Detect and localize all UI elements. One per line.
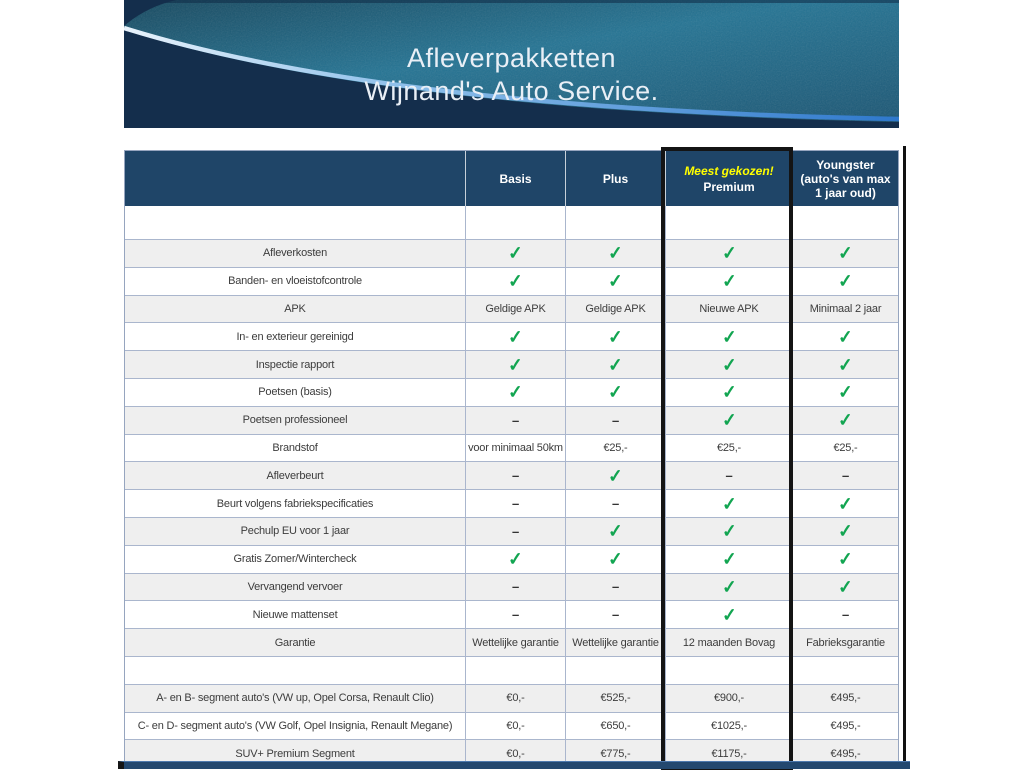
feature-label: In- en exterieur gereinigd bbox=[236, 330, 354, 343]
feature-label bbox=[125, 206, 465, 239]
table-row bbox=[125, 322, 898, 350]
check-icon: ✓ bbox=[837, 520, 854, 542]
cell-basis bbox=[465, 629, 565, 656]
cell-youngster bbox=[792, 323, 898, 350]
cell-youngster bbox=[792, 379, 898, 406]
cell-plus bbox=[565, 518, 665, 545]
cell-youngster bbox=[792, 351, 898, 378]
check-icon: ✓ bbox=[837, 548, 854, 570]
check-icon: ✓ bbox=[720, 576, 738, 598]
pricing-table bbox=[124, 150, 899, 768]
cell-basis bbox=[465, 323, 565, 350]
cell-text: €900,- bbox=[714, 692, 744, 705]
cell-text: €495,- bbox=[830, 692, 861, 705]
cell-premium bbox=[665, 296, 792, 323]
cell-premium bbox=[665, 462, 792, 489]
cell-text: €775,- bbox=[600, 747, 631, 760]
cell-text: Fabrieksgarantie bbox=[806, 636, 885, 649]
feature-label: Inspectie rapport bbox=[255, 358, 335, 371]
cell-basis bbox=[465, 518, 565, 545]
column-header-premium bbox=[665, 151, 792, 206]
dash-icon: – bbox=[511, 496, 520, 512]
table-row bbox=[125, 573, 898, 601]
cell-basis bbox=[465, 546, 565, 573]
cell-text: €1025,- bbox=[711, 719, 747, 732]
table-row bbox=[125, 267, 898, 295]
cell-text: Geldige APK bbox=[585, 302, 646, 315]
table-row bbox=[125, 517, 898, 545]
cell-premium bbox=[665, 546, 792, 573]
check-icon: ✓ bbox=[607, 381, 624, 403]
dash-icon: – bbox=[725, 468, 733, 484]
cell-text: €650,- bbox=[600, 719, 631, 732]
cell-plus bbox=[565, 435, 665, 462]
table-row bbox=[125, 545, 898, 573]
column-header-youngster: Youngster (auto's van max 1 jaar oud) bbox=[792, 151, 898, 206]
cell-text: €25,- bbox=[603, 441, 628, 454]
cell-plus bbox=[565, 546, 665, 573]
feature-label: Garantie bbox=[274, 636, 316, 649]
check-icon: ✓ bbox=[837, 242, 854, 264]
check-icon: ✓ bbox=[507, 242, 524, 264]
cell-premium bbox=[665, 518, 792, 545]
cell-plus bbox=[565, 601, 665, 628]
check-icon: ✓ bbox=[507, 548, 524, 570]
check-icon: ✓ bbox=[507, 381, 524, 403]
cell-text: Geldige APK bbox=[485, 302, 546, 315]
banner-title bbox=[124, 42, 899, 108]
cell-premium bbox=[665, 379, 792, 406]
cell-youngster bbox=[792, 407, 898, 434]
check-icon: ✓ bbox=[837, 270, 854, 292]
check-icon: ✓ bbox=[507, 326, 524, 348]
cell-basis bbox=[465, 601, 565, 628]
cell-plus bbox=[565, 206, 665, 239]
cell-youngster bbox=[792, 268, 898, 295]
cell-plus bbox=[565, 407, 665, 434]
feature-label: APK bbox=[284, 302, 306, 315]
cell-text: €0,- bbox=[506, 719, 525, 732]
dash-icon: – bbox=[511, 412, 520, 428]
cell-premium bbox=[665, 657, 792, 684]
cell-plus bbox=[565, 629, 665, 656]
table-row bbox=[125, 295, 898, 323]
feature-label: SUV+ Premium Segment bbox=[235, 747, 355, 760]
feature-label: Afleverkosten bbox=[262, 247, 328, 260]
cell-plus bbox=[565, 574, 665, 601]
cell-basis bbox=[465, 490, 565, 517]
cell-premium bbox=[665, 323, 792, 350]
check-icon: ✓ bbox=[607, 326, 624, 348]
cell-text: €1175,- bbox=[711, 747, 747, 760]
feature-label: Pechulp EU voor 1 jaar bbox=[240, 525, 350, 538]
cell-basis bbox=[465, 407, 565, 434]
dash-icon: – bbox=[611, 496, 620, 512]
table-row bbox=[125, 406, 898, 434]
dash-icon: – bbox=[611, 607, 620, 623]
cell-text: Wettelijke garantie bbox=[572, 636, 659, 649]
check-icon: ✓ bbox=[720, 409, 738, 431]
feature-label bbox=[125, 657, 465, 684]
cell-youngster bbox=[792, 518, 898, 545]
cell-basis bbox=[465, 435, 565, 462]
cell-premium bbox=[665, 240, 792, 267]
cell-plus bbox=[565, 379, 665, 406]
cell-basis bbox=[465, 574, 565, 601]
cell-premium bbox=[665, 407, 792, 434]
cell-basis bbox=[465, 206, 565, 239]
cell-youngster bbox=[792, 601, 898, 628]
check-icon: ✓ bbox=[837, 493, 854, 515]
feature-label: A- en B- segment auto's (VW up, Opel Corsa, Renault Clio) bbox=[156, 692, 434, 705]
cell-youngster bbox=[792, 490, 898, 517]
cell-premium bbox=[665, 268, 792, 295]
cell-plus bbox=[565, 490, 665, 517]
premium-label: Premium bbox=[703, 179, 755, 194]
feature-label: Vervangend vervoer bbox=[247, 580, 343, 593]
feature-label: Brandstof bbox=[272, 441, 318, 454]
cell-youngster bbox=[792, 713, 898, 740]
check-icon: ✓ bbox=[607, 465, 624, 487]
check-icon: ✓ bbox=[720, 548, 738, 570]
table-header-row bbox=[125, 151, 898, 206]
cell-basis bbox=[465, 268, 565, 295]
check-icon: ✓ bbox=[720, 604, 738, 626]
feature-label: Nieuwe mattenset bbox=[252, 608, 338, 621]
check-icon: ✓ bbox=[720, 493, 738, 515]
cell-premium bbox=[665, 206, 792, 239]
check-icon: ✓ bbox=[720, 242, 738, 264]
cell-premium bbox=[665, 629, 792, 656]
cell-text: €25,- bbox=[833, 441, 858, 454]
cell-plus bbox=[565, 713, 665, 740]
check-icon: ✓ bbox=[837, 576, 854, 598]
feature-label: Poetsen professioneel bbox=[242, 414, 348, 427]
cell-premium bbox=[665, 574, 792, 601]
cell-premium bbox=[665, 351, 792, 378]
feature-label: C- en D- segment auto's (VW Golf, Opel Insignia, Renault Megane) bbox=[137, 719, 453, 732]
cell-youngster bbox=[792, 296, 898, 323]
dash-icon: – bbox=[611, 412, 620, 428]
cell-plus bbox=[565, 323, 665, 350]
cell-plus bbox=[565, 351, 665, 378]
cell-youngster bbox=[792, 574, 898, 601]
cell-text: €0,- bbox=[506, 747, 525, 760]
table-row bbox=[125, 239, 898, 267]
cell-text: €25,- bbox=[716, 441, 742, 454]
cell-text: €0,- bbox=[506, 692, 525, 705]
cell-text: voor minimaal 50km bbox=[468, 441, 563, 454]
dash-icon: – bbox=[841, 468, 850, 484]
cell-youngster bbox=[792, 629, 898, 656]
check-icon: ✓ bbox=[720, 520, 738, 542]
table-row bbox=[125, 206, 898, 239]
dash-icon: – bbox=[511, 468, 520, 484]
check-icon: ✓ bbox=[837, 354, 854, 376]
column-header-empty bbox=[125, 151, 465, 206]
cell-youngster bbox=[792, 685, 898, 712]
check-icon: ✓ bbox=[607, 354, 624, 376]
cell-youngster bbox=[792, 435, 898, 462]
feature-label: Banden- en vloeistofcontrole bbox=[228, 275, 362, 288]
cell-basis bbox=[465, 713, 565, 740]
most-chosen-badge: Meest gekozen! bbox=[684, 163, 774, 178]
cell-basis bbox=[465, 657, 565, 684]
column-header-plus: Plus bbox=[565, 151, 665, 206]
check-icon: ✓ bbox=[720, 354, 738, 376]
cell-plus bbox=[565, 685, 665, 712]
cell-text: €495,- bbox=[830, 719, 861, 732]
cell-basis bbox=[465, 296, 565, 323]
cell-plus bbox=[565, 462, 665, 489]
cell-youngster bbox=[792, 462, 898, 489]
table-row bbox=[125, 600, 898, 628]
column-header-basis: Basis bbox=[465, 151, 565, 206]
cell-text: Wettelijke garantie bbox=[472, 636, 559, 649]
table-row bbox=[125, 684, 898, 712]
cell-basis bbox=[465, 351, 565, 378]
cell-premium bbox=[665, 435, 792, 462]
table-row bbox=[125, 350, 898, 378]
check-icon: ✓ bbox=[720, 270, 738, 292]
cell-plus bbox=[565, 268, 665, 295]
cell-plus bbox=[565, 240, 665, 267]
cell-premium bbox=[665, 713, 792, 740]
table-row bbox=[125, 378, 898, 406]
cell-basis bbox=[465, 685, 565, 712]
check-icon: ✓ bbox=[507, 270, 524, 292]
feature-label: Afleverbeurt bbox=[266, 469, 324, 482]
dash-icon: – bbox=[511, 579, 520, 595]
cell-youngster bbox=[792, 546, 898, 573]
check-icon: ✓ bbox=[607, 520, 624, 542]
check-icon: ✓ bbox=[720, 381, 738, 403]
cell-premium bbox=[665, 685, 792, 712]
cell-premium bbox=[665, 490, 792, 517]
cell-text: Nieuwe APK bbox=[699, 302, 759, 315]
feature-label: Beurt volgens fabriekspecificaties bbox=[216, 497, 374, 510]
cell-plus bbox=[565, 296, 665, 323]
table-row bbox=[125, 656, 898, 684]
cell-youngster bbox=[792, 240, 898, 267]
banner bbox=[124, 0, 899, 128]
check-icon: ✓ bbox=[837, 409, 854, 431]
cell-basis bbox=[465, 379, 565, 406]
check-icon: ✓ bbox=[720, 326, 738, 348]
check-icon: ✓ bbox=[837, 326, 854, 348]
check-icon: ✓ bbox=[507, 354, 524, 376]
check-icon: ✓ bbox=[837, 381, 854, 403]
cell-basis bbox=[465, 462, 565, 489]
cell-text: 12 maanden Bovag bbox=[682, 636, 776, 649]
cell-text: €525,- bbox=[600, 692, 631, 705]
table-row bbox=[125, 461, 898, 489]
cell-youngster bbox=[792, 206, 898, 239]
cell-text: Minimaal 2 jaar bbox=[809, 302, 882, 315]
feature-label: Gratis Zomer/Wintercheck bbox=[233, 553, 357, 566]
dash-icon: – bbox=[511, 523, 520, 539]
cell-basis bbox=[465, 240, 565, 267]
table-row bbox=[125, 712, 898, 740]
right-edge-line bbox=[903, 146, 906, 768]
cell-plus bbox=[565, 657, 665, 684]
table-row bbox=[125, 489, 898, 517]
check-icon: ✓ bbox=[607, 548, 624, 570]
dash-icon: – bbox=[511, 607, 520, 623]
feature-label: Poetsen (basis) bbox=[258, 386, 332, 399]
dash-icon: – bbox=[611, 579, 620, 595]
check-icon: ✓ bbox=[607, 270, 624, 292]
banner-title-line2: Wijnand's Auto Service. bbox=[364, 76, 659, 106]
table-row bbox=[125, 628, 898, 656]
check-icon: ✓ bbox=[607, 242, 624, 264]
dash-icon: – bbox=[841, 607, 850, 623]
cell-text: €495,- bbox=[830, 747, 861, 760]
table-body bbox=[125, 206, 898, 767]
cell-youngster bbox=[792, 657, 898, 684]
cell-premium bbox=[665, 601, 792, 628]
table-row bbox=[125, 434, 898, 462]
banner-title-line1: Afleverpakketten bbox=[406, 43, 617, 73]
